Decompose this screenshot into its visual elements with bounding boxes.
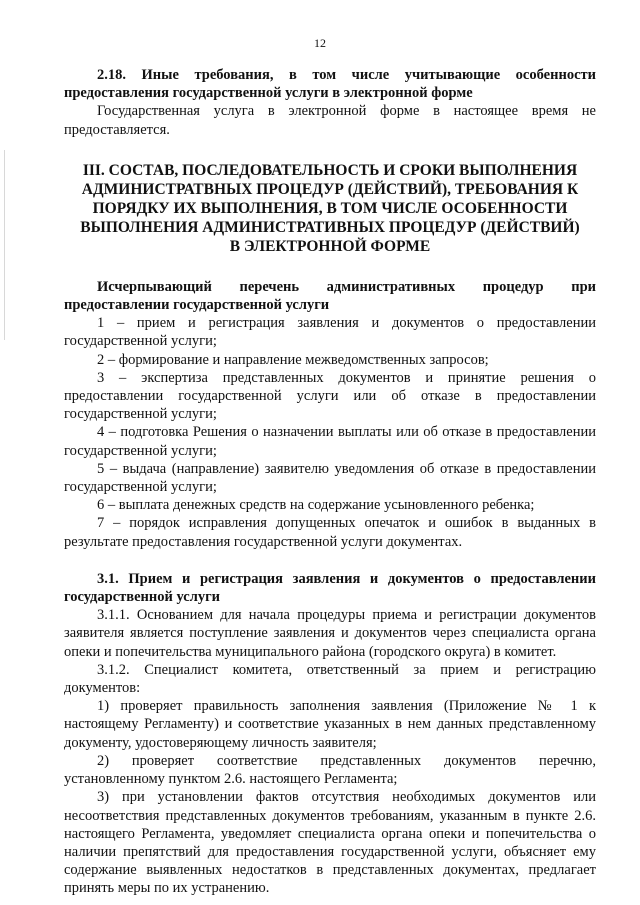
procedure-item: 1 – прием и регистрация заявления и документов о предоставлении государственной услуги;	[64, 315, 596, 350]
page-number: 12	[314, 36, 326, 50]
section-2-18-heading: 2.18. Иные требования, в том числе учитывающие особенности предоставления государственной услуги в электронной форме	[64, 67, 596, 102]
spacer	[64, 551, 596, 570]
procedure-item: 5 – выдача (направление) заявителю уведомления об отказе в предоставлении государственной услуги;	[64, 460, 596, 496]
paragraph-3-1-2: 3.1.2. Специалист комитета, ответственный за прием и регистрацию документов:	[64, 661, 596, 697]
procedure-item: 4 – подготовка Решения о назначении выплаты или об отказе в предоставлении государственной услуги;	[64, 424, 596, 459]
margin-rule	[4, 150, 5, 340]
procedure-item: 7 – порядок исправления допущенных опечаток и ошибок в выданных в результате предоставления государственной услуги документах.	[64, 515, 596, 550]
paragraph-3-1-1: 3.1.1. Основанием для начала процедуры приема и регистрации документов заявителя является поступление заявления и документов через специалиста органа опеки и попечительства муниципального района (городского округа) в комитет.	[64, 607, 596, 660]
procedure-item: 3 – экспертиза представленных документов и принятие решения о предоставлении государственной услуги или об отказе в предоставлении государственной услуги;	[64, 369, 596, 423]
check-item: 1) проверяет правильность заполнения заявления (Приложение № 1 к настоящему Регламенту) и соответствие указанных в нем данных представленному документу, удостоверяющему личность заявителя;	[64, 698, 596, 751]
check-item: 2) проверяет соответствие представленных документов перечню, установленному пунктом 2.6. настоящего Регламента;	[64, 752, 596, 788]
procedure-item: 2 – формирование и направление межведомственных запросов;	[97, 351, 489, 368]
procedures-list-heading: Исчерпывающий перечень административных процедур при предоставлении государственной услуги	[64, 278, 596, 314]
section-2-18-text: Государственная услуга в электронной форме в настоящее время не предоставляется.	[64, 103, 596, 138]
section-3-1-heading: 3.1. Прием и регистрация заявления и документов о предоставлении государственной услуги	[64, 570, 596, 606]
page-content	[64, 66, 596, 898]
check-item: 3) при установлении фактов отсутствия необходимых документов или несоответствия представленных документов требованиям, указанным в пункте 2.6. настоящего Регламента, уведомляет специалиста органа опеки и попечительства о наличии препятствий для предоставления государственной услуги, объясняет ему содержание выявленных недостатков в представленных документах, предлагает принять меры по их устранению.	[64, 789, 596, 897]
procedure-item: 6 – выплата денежных средств на содержание усыновленного ребенка;	[97, 497, 535, 514]
section-3-heading: III. СОСТАВ, ПОСЛЕДОВАТЕЛЬНОСТЬ И СРОКИ ВЫПОЛНЕНИЯ АДМИНИСТРАТВНЫХ ПРОЦЕДУР (ДЕЙСТВИЙ), ТРЕБОВАНИЯ К ПОРЯДКУ ИХ ВЫПОЛНЕНИЯ, В ТОМ ЧИСЛЕ ОСОБЕННОСТИ ВЫПОЛНЕНИЯ АДМИНИСТРАТИВНЫХ ПРОЦЕДУР (ДЕЙСТВИЙ) В ЭЛЕКТРОННОЙ ФОРМЕ	[80, 161, 580, 255]
